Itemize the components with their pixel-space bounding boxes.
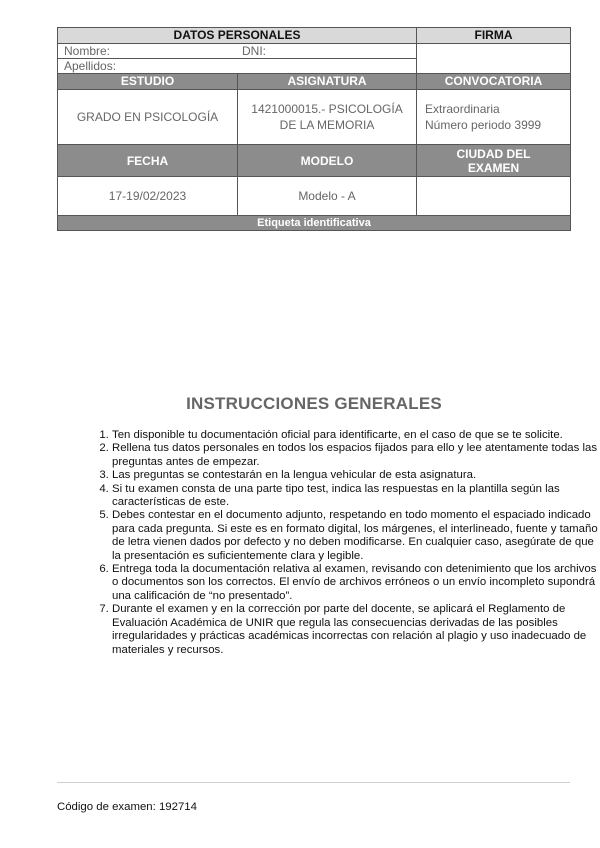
instructions-title: INSTRUCCIONES GENERALES bbox=[186, 394, 442, 413]
instructions-list bbox=[84, 429, 600, 657]
exam-header-table bbox=[57, 27, 571, 231]
convocatoria-heading: CONVOCATORIA bbox=[417, 74, 571, 90]
footer-divider bbox=[57, 782, 570, 783]
firma-box[interactable] bbox=[417, 44, 571, 74]
ciudad-heading bbox=[417, 145, 571, 177]
convocatoria-value bbox=[417, 90, 571, 145]
nombre-dni-field[interactable] bbox=[58, 44, 417, 59]
datos-personales-heading: DATOS PERSONALES bbox=[58, 28, 417, 44]
ciudad-heading-line1: CIUDAD DEL bbox=[456, 146, 531, 161]
apellidos-label: Apellidos: bbox=[64, 59, 117, 73]
exam-code: Código de examen: 192714 bbox=[57, 801, 197, 813]
instruction-item: 1. Ten disponible tu documentación oficial para identificarte, en el caso de que se te solicite. bbox=[112, 429, 600, 442]
instruction-item: 5. Debes contestar en el documento adjunto, respetando en todo momento el espaciado indicado para cada pregunta. Si este es en formato digital, los márgenes, el interlineado, fuente y tamaño de letra vienen dados por defecto y no deben modificarse. En cualquier caso, asegúrate de que la presentación es suficientemente clara y legible. bbox=[112, 509, 600, 563]
estudio-heading: ESTUDIO bbox=[58, 74, 238, 90]
asignatura-line2: DE LA MEMORIA bbox=[279, 118, 375, 132]
asignatura-line1: 1421000015.- PSICOLOGÍA bbox=[251, 102, 403, 116]
instruction-item: 7. Durante el examen y en la corrección por parte del docente, se aplicará el Reglamento de Evaluación Académica de UNIR que regula las consecuencias derivadas de las posibles irregularidades y prácticas académicas incorrectas con relación al plagio y uso inadecuado de materiales y recursos. bbox=[112, 603, 600, 657]
dni-label: DNI: bbox=[242, 44, 266, 58]
instruction-item: 6. Entrega toda la documentación relativa al examen, revisando con detenimiento que los archivos o documentos son los correctos. El envío de archivos erróneos o un envío incompleto supondrá una calificación de “no presentado”. bbox=[112, 563, 600, 603]
ciudad-heading-line2: EXAMEN bbox=[467, 160, 520, 175]
asignatura-heading: ASIGNATURA bbox=[238, 74, 417, 90]
instruction-item: 3. Las preguntas se contestarán en la lengua vehicular de esta asignatura. bbox=[112, 469, 600, 482]
convocatoria-line2: Número periodo 3999 bbox=[425, 118, 542, 132]
convocatoria-line1: Extraordinaria bbox=[425, 102, 500, 116]
instruction-item: 2. Rellena tus datos personales en todos los espacios fijados para ello y lee atentamente todas las preguntas antes de empezar. bbox=[112, 442, 600, 469]
fecha-value: 17-19/02/2023 bbox=[58, 177, 238, 216]
etiqueta-identificativa-bar: Etiqueta identificativa bbox=[58, 216, 571, 231]
estudio-value: GRADO EN PSICOLOGÍA bbox=[58, 90, 238, 145]
firma-heading: FIRMA bbox=[417, 28, 571, 44]
fecha-heading: FECHA bbox=[58, 145, 238, 177]
modelo-heading: MODELO bbox=[238, 145, 417, 177]
ciudad-value-box[interactable] bbox=[417, 177, 571, 216]
nombre-label: Nombre: bbox=[64, 44, 111, 58]
asignatura-value bbox=[238, 90, 417, 145]
instruction-item: 4. Si tu examen consta de una parte tipo test, indica las respuestas en la plantilla según las características de este. bbox=[112, 483, 600, 510]
modelo-value: Modelo - A bbox=[238, 177, 417, 216]
apellidos-field[interactable] bbox=[58, 59, 417, 74]
